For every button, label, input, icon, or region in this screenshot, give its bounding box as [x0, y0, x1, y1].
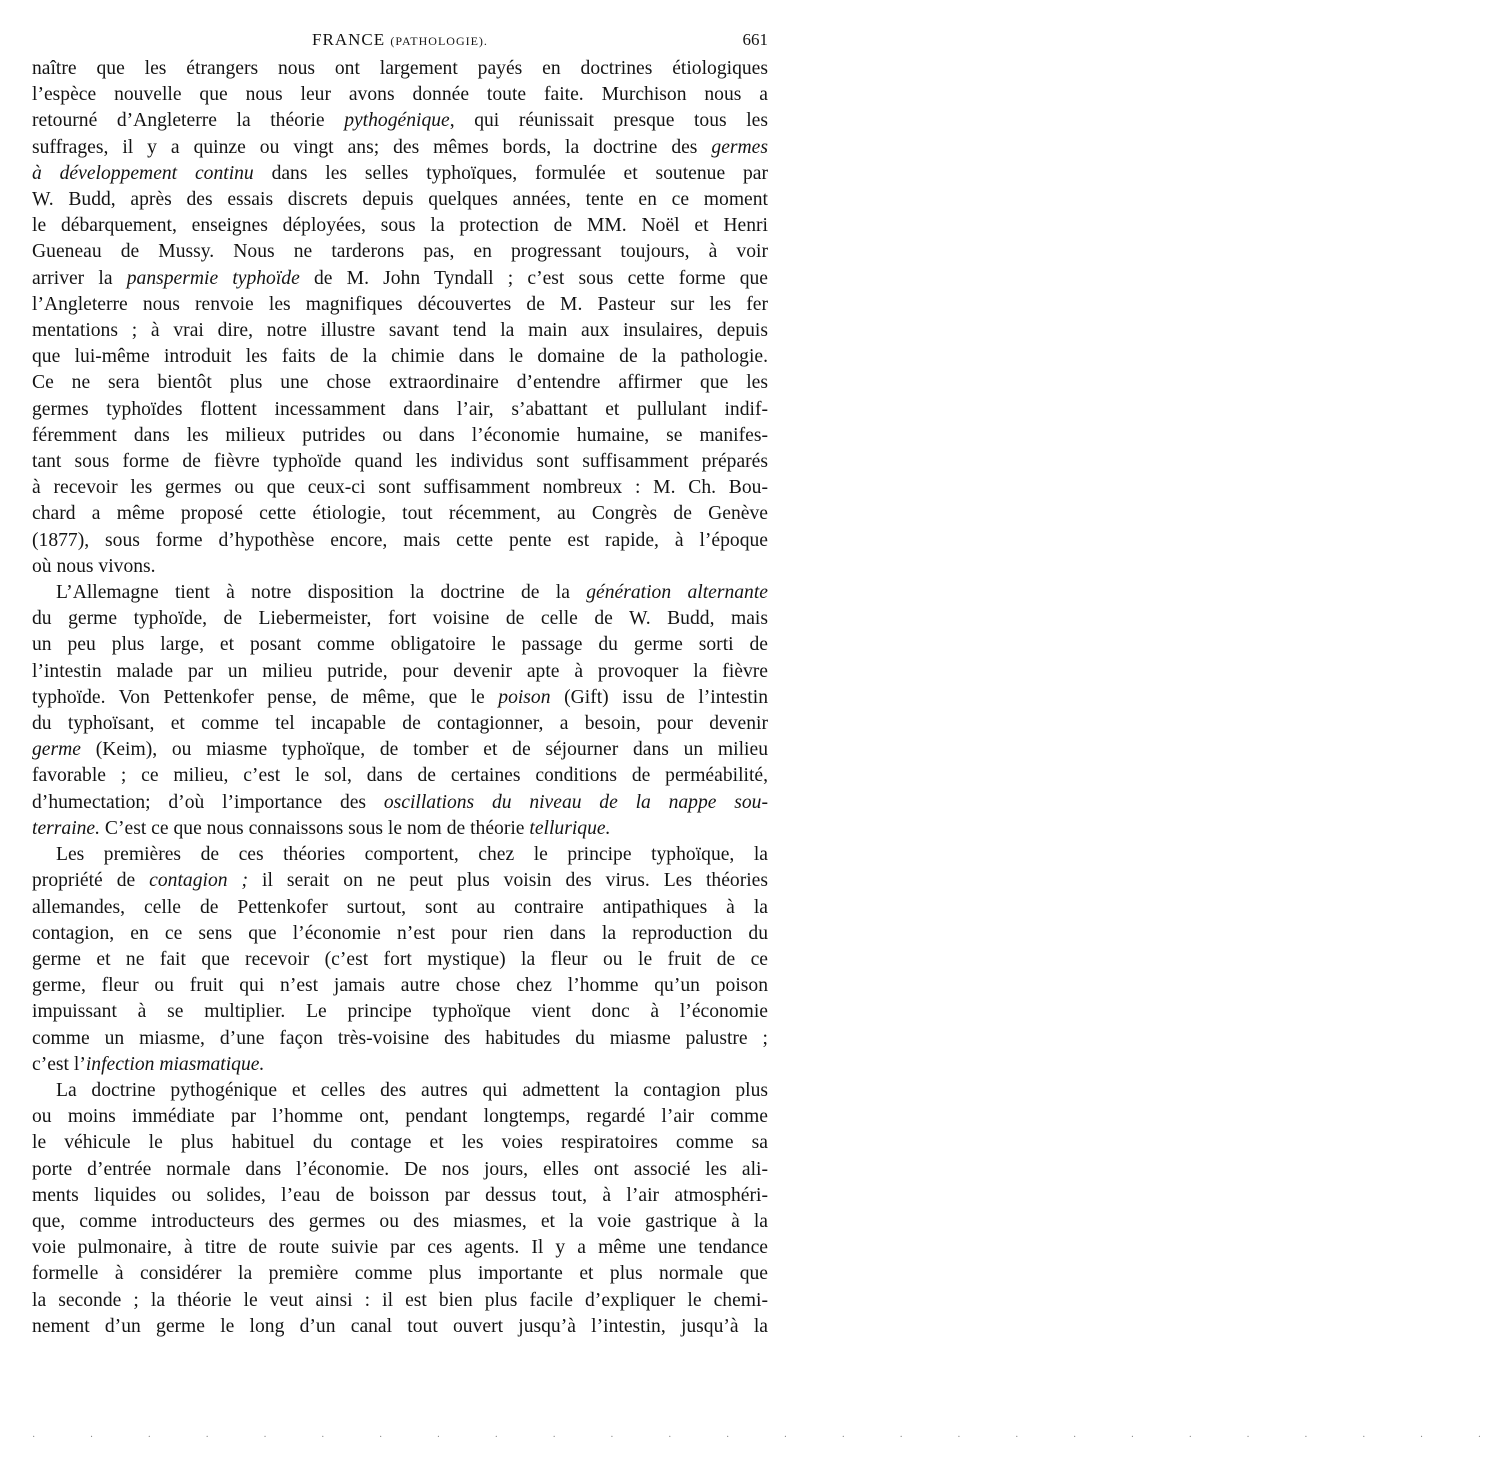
text-line: [32, 606, 768, 632]
italic-run: oscillations du niveau de la nappe sou-: [383, 791, 768, 813]
text-run: de M. John Tyndall ; c’est sous cette forme que: [299, 267, 768, 289]
text-run: nement d’un germe le long d’un canal tout ouvert jusqu’à l’intestin, jusqu’à la: [32, 1315, 768, 1337]
text-run: contagion, en ce sens que l’économie n’est pour rien dans la reproduction du: [32, 922, 768, 944]
text-line: [32, 56, 768, 82]
text-run: l’intestin malade par un milieu putride, pour devenir apte à provoquer la fièvre: [32, 660, 768, 682]
italic-run: tellurique.: [529, 817, 611, 839]
text-run: dans les selles typhoïques, formulée et soutenue par: [253, 162, 768, 184]
text-line: [32, 632, 768, 658]
text-run: (1877), sous forme d’hypothèse encore, mais cette pente est rapide, à l’époque: [32, 529, 768, 551]
text-run: l’espèce nouvelle que nous leur avons donnée toute faite. Murchison nous a: [32, 84, 768, 106]
text-line: [32, 475, 768, 501]
text-line: [32, 528, 768, 554]
bottom-scan-marks: · · · · · · · · · · · · · · · · · · · · · · · · · ·: [32, 1432, 1507, 1443]
text-run: voie pulmonaire, à titre de route suivie par ces agents. Il y a même une tendance: [32, 1237, 768, 1259]
text-run: favorable ; ce milieu, c’est le sol, dans de certaines conditions de perméabilité,: [32, 765, 768, 787]
text-run: Gueneau de Mussy. Nous ne tarderons pas, en progressant toujours, à voir: [32, 241, 768, 263]
body-text: [32, 56, 768, 1340]
text-run: le débarquement, enseignes déployées, sous la protection de MM. Noël et Henri: [32, 215, 768, 237]
text-line: [32, 816, 768, 842]
text-line: [32, 1209, 768, 1235]
text-run: suffrages, il y a quinze ou vingt ans; des mêmes bords, la doctrine des: [32, 136, 712, 158]
text-line: [32, 82, 768, 108]
text-run: Ce ne sera bientôt plus une chose extraordinaire d’entendre affirmer que les: [32, 372, 768, 394]
text-run: que, comme introducteurs des germes ou des miasmes, et la voie gastrique à la: [32, 1210, 768, 1232]
text-run: typhoïde. Von Pettenkofer pense, de même, que le: [32, 686, 499, 708]
text-run: le véhicule le plus habituel du contage et les voies respiratoires comme sa: [32, 1132, 768, 1154]
italic-run: germes: [711, 136, 768, 158]
paragraph-1: [32, 56, 768, 580]
text-run: C’est ce que nous connaissons sous le nom de théorie: [100, 817, 530, 839]
text-line: [32, 580, 768, 606]
page-number: 661: [742, 30, 768, 49]
text-line: [32, 370, 768, 396]
text-line: [32, 659, 768, 685]
text-line: [32, 1157, 768, 1183]
italic-run: germe: [32, 739, 81, 761]
text-line: [32, 344, 768, 370]
text-run: d’humectation; d’où l’importance des: [32, 791, 384, 813]
text-run: L’Allemagne tient à notre disposition la doctrine de la: [56, 582, 587, 604]
paragraph-3: [32, 842, 768, 1078]
text-line: [32, 1052, 768, 1078]
text-line: [32, 161, 768, 187]
text-run: arriver la: [32, 267, 127, 289]
text-run: comme un miasme, d’une façon très-voisine des habitudes du miasme palustre ;: [32, 1027, 768, 1049]
text-run: retourné d’Angleterre la théorie: [32, 110, 345, 132]
text-line: [32, 266, 768, 292]
text-line: [32, 842, 768, 868]
text-line: [32, 1314, 768, 1340]
text-run: du germe typhoïde, de Liebermeister, fort voisine de celle de W. Budd, mais: [32, 608, 768, 630]
text-line: [32, 895, 768, 921]
text-line: [32, 501, 768, 527]
text-run: à recevoir les germes ou que ceux-ci sont suffisamment nombreux : M. Ch. Bou-: [32, 477, 768, 499]
text-line: [32, 1183, 768, 1209]
running-header: [32, 26, 768, 56]
italic-run: infection miasmatique.: [85, 1053, 265, 1075]
italic-run: pythogénique: [344, 110, 450, 132]
italic-run: contagion ;: [149, 870, 249, 892]
text-line: [32, 921, 768, 947]
text-run: féremment dans les milieux putrides ou dans l’économie humaine, se manifes-: [32, 424, 768, 446]
text-run: germe, fleur ou fruit qui n’est jamais autre chose chez l’homme qu’un poison: [32, 975, 768, 997]
text-line: [32, 1288, 768, 1314]
text-run: chard a même proposé cette étiologie, tout récemment, au Congrès de Genève: [32, 503, 768, 525]
text-line: [32, 790, 768, 816]
text-line: [32, 1130, 768, 1156]
text-run: l’Angleterre nous renvoie les magnifiques découvertes de M. Pasteur sur les fer: [32, 293, 768, 315]
text-run: impuissant à se multiplier. Le principe typhoïque vient donc à l’économie: [32, 1001, 768, 1023]
running-title: [32, 30, 768, 50]
text-line: [32, 318, 768, 344]
text-line: [32, 449, 768, 475]
text-line: [32, 1078, 768, 1104]
text-run: ments liquides ou solides, l’eau de boisson par dessus tout, à l’air atmosphéri-: [32, 1184, 768, 1206]
text-line: [32, 397, 768, 423]
text-run: germe et ne fait que recevoir (c’est fort mystique) la fleur ou le fruit de ce: [32, 948, 768, 970]
text-run: c’est l’: [32, 1053, 86, 1075]
text-line: [32, 1026, 768, 1052]
text-run: mentations ; à vrai dire, notre illustre savant tend la main aux insulaires, depuis: [32, 320, 768, 342]
text-run: germes typhoïdes flottent incessamment dans l’air, s’abattant et pullulant indif-: [32, 398, 768, 420]
text-line: [32, 1104, 768, 1130]
text-line: [32, 108, 768, 134]
text-run: formelle à considérer la première comme plus importante et plus normale que: [32, 1263, 768, 1285]
running-title-sub: (PATHOLOGIE).: [390, 34, 488, 48]
text-line: [32, 554, 768, 580]
italic-run: génération alternante: [586, 582, 768, 604]
text-run: Les premières de ces théories comportent, chez le principe typhoïque, la: [56, 844, 768, 866]
text-line: [32, 685, 768, 711]
text-run: (Keim), ou miasme typhoïque, de tomber et de séjourner dans un milieu: [80, 739, 768, 761]
text-run: (Gift) issu de l’intestin: [550, 686, 768, 708]
text-run: il serait on ne peut plus voisin des virus. Les théories: [248, 870, 769, 892]
text-run: que lui-même introduit les faits de la chimie dans le domaine de la pathologie.: [32, 346, 768, 368]
text-run: porte d’entrée normale dans l’économie. De nos jours, elles ont associé les ali-: [32, 1158, 768, 1180]
italic-run: à développement continu: [32, 162, 254, 184]
text-run: La doctrine pythogénique et celles des autres qui admettent la contagion plus: [56, 1079, 768, 1101]
text-line: [32, 187, 768, 213]
text-line: [32, 292, 768, 318]
text-line: [32, 423, 768, 449]
text-line: [32, 737, 768, 763]
text-line: [32, 239, 768, 265]
text-run: où nous vivons.: [32, 555, 156, 577]
text-line: [32, 868, 768, 894]
text-line: [32, 1235, 768, 1261]
text-line: [32, 1261, 768, 1287]
text-run: la seconde ; la théorie le veut ainsi : il est bien plus facile d’expliquer le chemi-: [32, 1289, 768, 1311]
text-line: [32, 711, 768, 737]
text-run: du typhoïsant, et comme tel incapable de contagionner, a besoin, pour devenir: [32, 713, 768, 735]
text-run: W. Budd, après des essais discrets depuis quelques années, tente en ce moment: [32, 189, 768, 211]
italic-run: poison: [498, 686, 551, 708]
text-line: [32, 999, 768, 1025]
paragraph-4: [32, 1078, 768, 1340]
running-title-main: FRANCE: [312, 30, 386, 49]
text-run: tant sous forme de fièvre typhoïde quand les individus sont suffisamment préparés: [32, 451, 768, 473]
text-run: naître que les étrangers nous ont largement payés en doctrines étiologiques: [32, 58, 768, 79]
text-run: propriété de: [32, 870, 150, 892]
text-line: [32, 213, 768, 239]
text-run: , qui réunissait presque tous les: [449, 110, 768, 132]
text-line: [32, 763, 768, 789]
text-run: un peu plus large, et posant comme obligatoire le passage du germe sorti de: [32, 634, 768, 656]
italic-run: terraine.: [32, 817, 101, 839]
text-line: [32, 973, 768, 999]
text-run: ou moins immédiate par l’homme ont, pendant longtemps, regardé l’air comme: [32, 1106, 768, 1128]
italic-run: panspermie typhoïde: [126, 267, 300, 289]
text-line: [32, 947, 768, 973]
text-run: allemandes, celle de Pettenkofer surtout, sont au contraire antipathiques à la: [32, 896, 768, 918]
text-line: [32, 135, 768, 161]
book-page: [32, 26, 768, 1340]
paragraph-2: [32, 580, 768, 842]
